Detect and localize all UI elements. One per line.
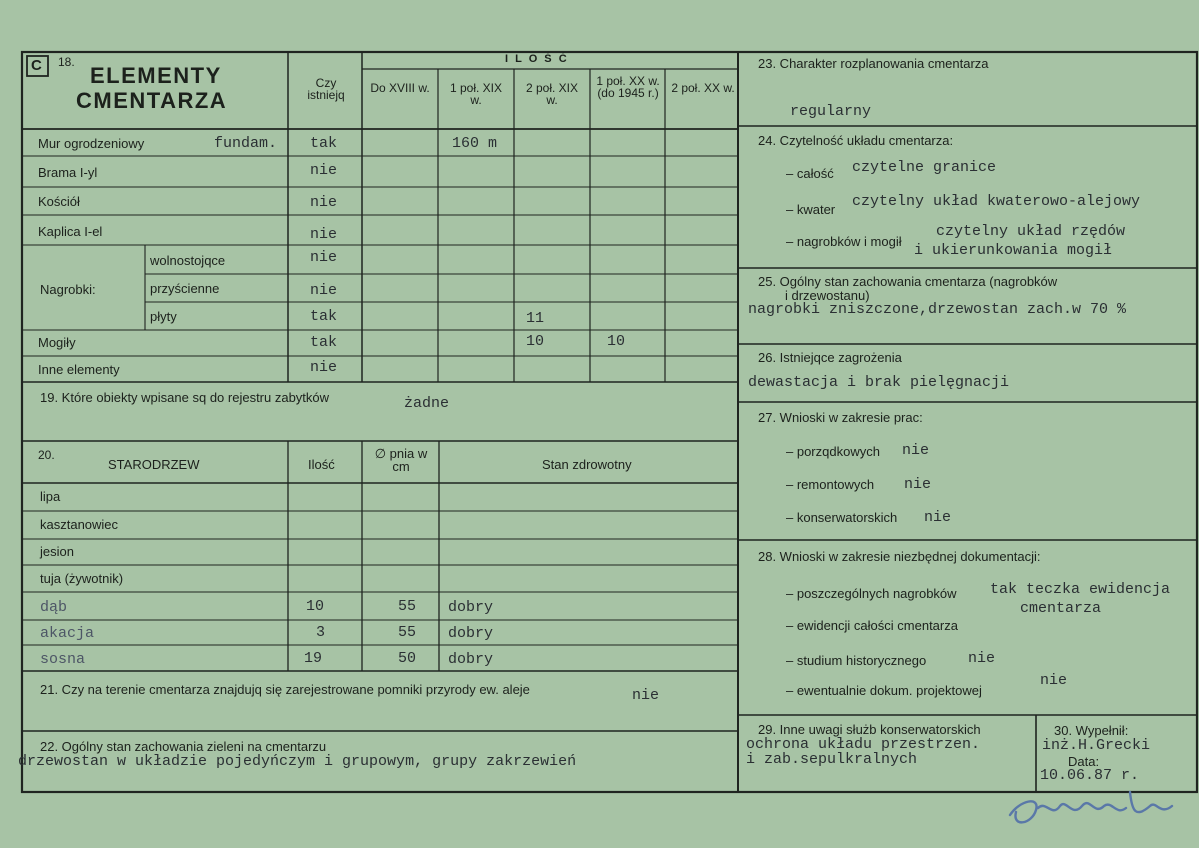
exists-header: Czy istniejq (307, 76, 345, 102)
period-header-3: 1 poł. XX w. (do 1945 r.) (596, 74, 660, 100)
q29-value-2: i zab.sepulkralnych (746, 751, 918, 768)
row-value: 10 (526, 333, 545, 350)
trees-diam-header: ∅ pnia w cm (374, 446, 428, 474)
row-exists: nie (310, 282, 338, 299)
q24-nagr-value-2: i ukierunkowania mogił (914, 242, 1113, 259)
trees-state-header: Stan zdrowotny (542, 457, 632, 472)
q30-date: 10.06.87 r. (1040, 767, 1140, 784)
row-label: Kaplica I-el (38, 224, 103, 239)
q24-calosc-label: – całość (786, 166, 834, 181)
row-label: wolnostojqce (150, 253, 226, 268)
q19-value: żadne (404, 395, 450, 412)
q28-a-value-1: tak teczka ewidencja (990, 581, 1171, 598)
period-header-1: 1 poł. XIX w. (449, 81, 503, 107)
q27-a-value: nie (902, 442, 930, 459)
period-header-2: 2 poł. XIX w. (525, 81, 579, 107)
q28-label: 28. Wnioski w zakresie niezbędnej dokumentacji: (758, 549, 1041, 564)
q28-a-value-2: cmentarza (1020, 600, 1102, 617)
elements-title-1: ELEMENTY (90, 63, 222, 88)
row-label: Inne elementy (38, 362, 120, 377)
q28-b-label: – ewidencji całości cmentarza (786, 618, 958, 633)
tree-name: dąb (40, 599, 68, 616)
q25-label-1: 25. Ogólny stan zachowania cmentarza (nagrobków (758, 274, 1058, 289)
q24-nagr-value-1: czytelny układ rzędów (936, 223, 1126, 240)
elements-title-2: CMENTARZA (76, 88, 228, 113)
q24-nagr-label: – nagrobków i mogił (786, 234, 902, 249)
q28-a-label: – poszczególnych nagrobków (786, 586, 957, 601)
q27-b-label: – remontowych (786, 477, 875, 492)
q22-value: drzewostan w układzie pojedyńczym i grupowym, grupy zakrzewień (18, 753, 577, 770)
q25-value: nagrobki zniszczone,drzewostan zach.w 70 % (748, 301, 1127, 318)
q28-c-label: – studium historycznego (786, 653, 927, 668)
q24-label: 24. Czytelność układu cmentarza: (758, 133, 954, 148)
trees-title: STARODRZEW (108, 457, 200, 472)
tree-state: dobry (448, 625, 494, 642)
q27-c-label: – konserwatorskich (786, 510, 898, 525)
q21-value: nie (632, 687, 660, 704)
period-header-0: Do XVIII w. (370, 81, 430, 95)
q30-date-label: Data: (1068, 754, 1100, 769)
tree-state: dobry (448, 599, 494, 616)
tree-name: sosna (40, 651, 86, 668)
q19-label: 19. Które obiekty wpisane sq do rejestru zabytków (40, 390, 330, 405)
section-letter: C (31, 57, 42, 74)
row-exists: nie (310, 194, 338, 211)
q24-calosc-value: czytelne granice (852, 159, 997, 176)
row-value: 160 m (452, 135, 498, 152)
tree-printed: jesion (40, 544, 74, 559)
row-exists: tak (310, 308, 338, 325)
section-number: 18. (58, 55, 75, 69)
trees-number: 20. (38, 448, 55, 462)
tree-printed: kasztanowiec (40, 517, 119, 532)
row-note: fundam. (214, 135, 278, 152)
row-exists: nie (310, 359, 338, 376)
q30-name: inż.H.Grecki (1042, 737, 1151, 754)
q24-kwater-value: czytelny układ kwaterowo-alejowy (852, 193, 1141, 210)
row-label: Mogiły (38, 335, 76, 350)
q27-a-label: – porzqdkowych (786, 444, 880, 459)
q24-kwater-label: – kwater (786, 202, 836, 217)
q22-label: 22. Ogólny stan zachowania zieleni na cmentarzu (40, 739, 327, 754)
q23-label: 23. Charakter rozplanowania cmentarza (758, 56, 989, 71)
tree-name: akacja (40, 625, 95, 642)
tree-printed: tuja (żywotnik) (40, 571, 124, 586)
q28-d-value: nie (1040, 672, 1068, 689)
row-label: Brama I-yl (38, 165, 98, 180)
q25-label-2: i drzewostanu) (785, 288, 870, 303)
q27-b-value: nie (904, 476, 932, 493)
row-label: Mur ogrodzeniowy (38, 136, 145, 151)
tree-diam: 50 (398, 650, 417, 667)
q23-value: regularny (790, 103, 872, 120)
q27-label: 27. Wnioski w zakresie prac: (758, 410, 923, 425)
tree-state: dobry (448, 651, 494, 668)
q29-value-1: ochrona układu przestrzen. (746, 736, 981, 753)
tree-count: 3 (316, 624, 326, 641)
trees-count-header: Ilość (308, 457, 335, 472)
row-label: płyty (150, 309, 177, 324)
row-label: przyścienne (150, 281, 220, 296)
q26-label: 26. Istniejqce zagrożenia (758, 350, 902, 365)
row-value: 10 (607, 333, 626, 350)
tree-count: 19 (304, 650, 323, 667)
row-exists: tak (310, 135, 338, 152)
row-exists: nie (310, 162, 338, 179)
q27-c-value: nie (924, 509, 952, 526)
quantity-header: I L O Ś Ć (505, 53, 569, 65)
row-label: Kościół (38, 194, 80, 209)
row-value: 11 (526, 310, 545, 327)
q28-c-value: nie (968, 650, 996, 667)
signature (1010, 792, 1172, 822)
q28-d-label: – ewentualnie dokum. projektowej (786, 683, 982, 698)
row-exists: nie (310, 226, 338, 243)
q21-label: 21. Czy na terenie cmentarza znajdujq się zarejestrowane pomniki przyrody ew. aleje (40, 682, 530, 697)
nagrobki-label: Nagrobki: (40, 282, 96, 297)
row-exists: nie (310, 249, 338, 266)
tree-count: 10 (306, 598, 325, 615)
tree-diam: 55 (398, 624, 417, 641)
tree-diam: 55 (398, 598, 417, 615)
q30-label: 30. Wypełnił: (1054, 723, 1129, 738)
period-header-4: 2 poł. XX w. (671, 81, 735, 95)
row-exists: tak (310, 334, 338, 351)
tree-printed: lipa (40, 489, 61, 504)
q29-label: 29. Inne uwagi służb konserwatorskich (758, 722, 981, 737)
q26-value: dewastacja i brak pielęgnacji (748, 374, 1010, 391)
